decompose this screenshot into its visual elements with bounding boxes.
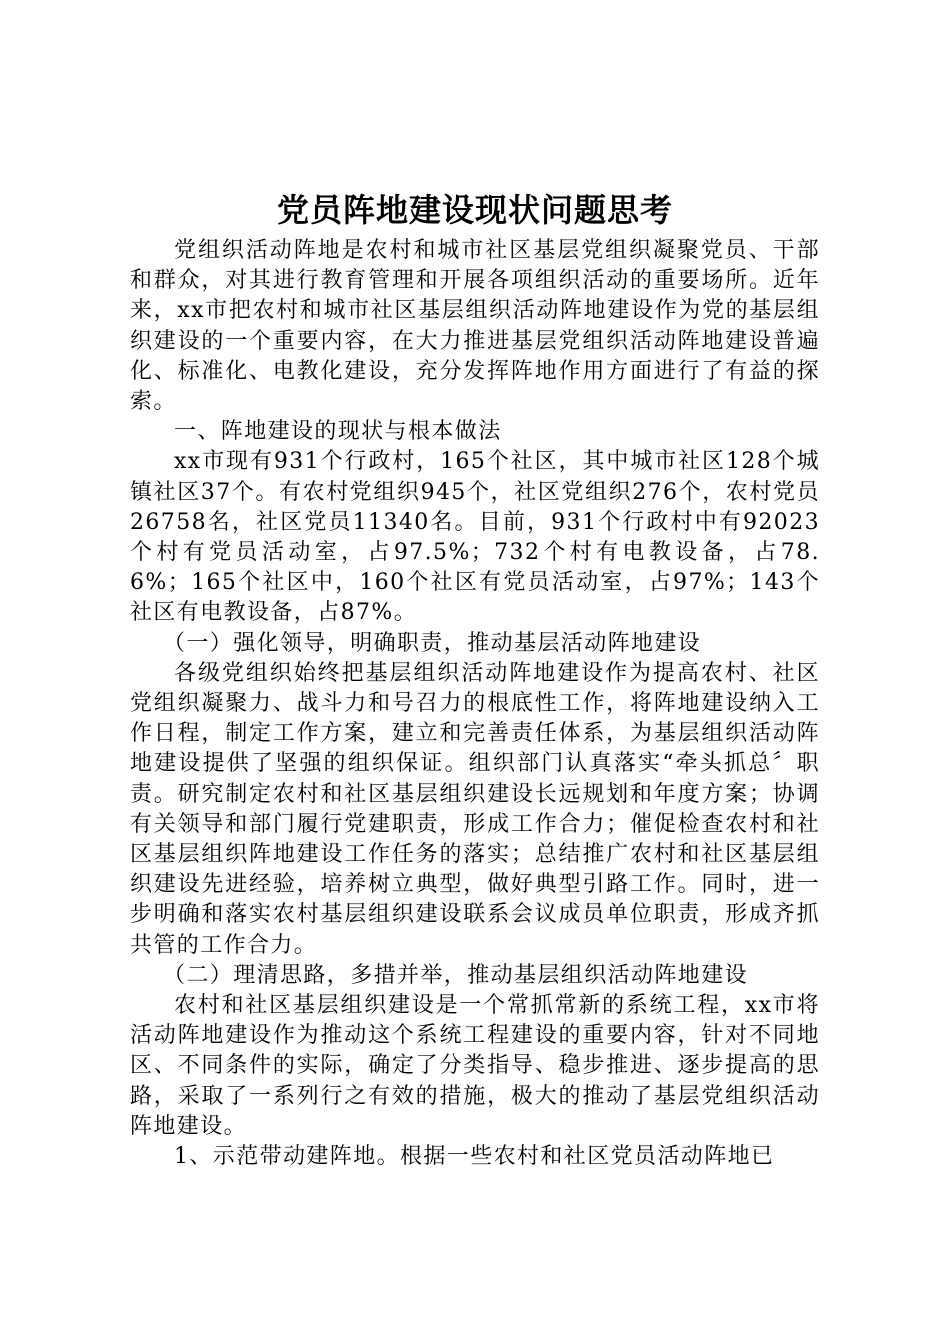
section-heading-1: 一、阵地建设的现状与根本做法 <box>174 419 502 445</box>
subsection-heading-2: （二）理清思路，多措并举，推动基层组织活动阵地建设 <box>163 962 749 988</box>
paragraph-intro: 党组织活动阵地是农村和城市社区基层党组织凝聚党员、干部和群众，对其进行教育管理和开展各项组织活动的重要场所。近年来，xx市把农村和城市社区基层组织活动阵地建设作为党的基层组织建设的一个重要内容，在大力推进基层党组织活动阵地建设普遍化、标准化、电教化建设，充分发挥阵地作用方面进行了有益的探索。 <box>130 238 820 415</box>
document-title: 党员阵地建设现状问题思考 <box>276 191 673 229</box>
subsection-heading-1: （一）强化领导，明确职责，推动基层活动阵地建设 <box>163 630 702 656</box>
paragraph-leadership: 各级党组织始终把基层组织活动阵地建设作为提高农村、社区党组织凝聚力、战斗力和号召力的根底性工作，将阵地建设纳入工作日程，制定工作方案，建立和完善责任体系，为基层组织活动阵地建设提供了坚强的组织保证。组织部门认真落实“牵头抓总〞职责。研究制定农村和社区基层组织建设长远规划和年度方案；协调有关领导和部门履行党建职责，形成工作合力；催促检查农村和社区基层组织阵地建设工作任务的落实；总结推广农村和社区基层组织建设先进经验，培养树立典型，做好典型引路工作。同时，进一步明确和落实农村基层组织建设联系会议成员单位职责，形成齐抓共管的工作合力。 <box>130 660 820 958</box>
paragraph-statistics: xx市现有931个行政村，165个社区，其中城市社区128个城镇社区37个。有农村党组织945个，社区党组织276个，农村党员26758名，社区党员11340名。目前，931个行政村中有92023个村有党员活动室，占97.5%；732个村有电教设备，占78.6%；165个社区中，160个社区有党员活动室，占97%；143个社区有电教设备，占87%。 <box>130 449 820 626</box>
paragraph-approach: 农村和社区基层组织建设是一个常抓常新的系统工程，xx市将活动阵地建设作为推动这个系统工程建设的重要内容，针对不同地区、不同条件的实际，确定了分类指导、稳步推进、逐步提高的思路，采取了一系列行之有效的措施，极大的推动了基层党组织活动阵地建设。 <box>130 993 820 1139</box>
document-body <box>130 236 820 1172</box>
paragraph-demonstration: 1、示范带动建阵地。根据一些农村和社区党员活动阵地已 <box>174 1144 775 1170</box>
